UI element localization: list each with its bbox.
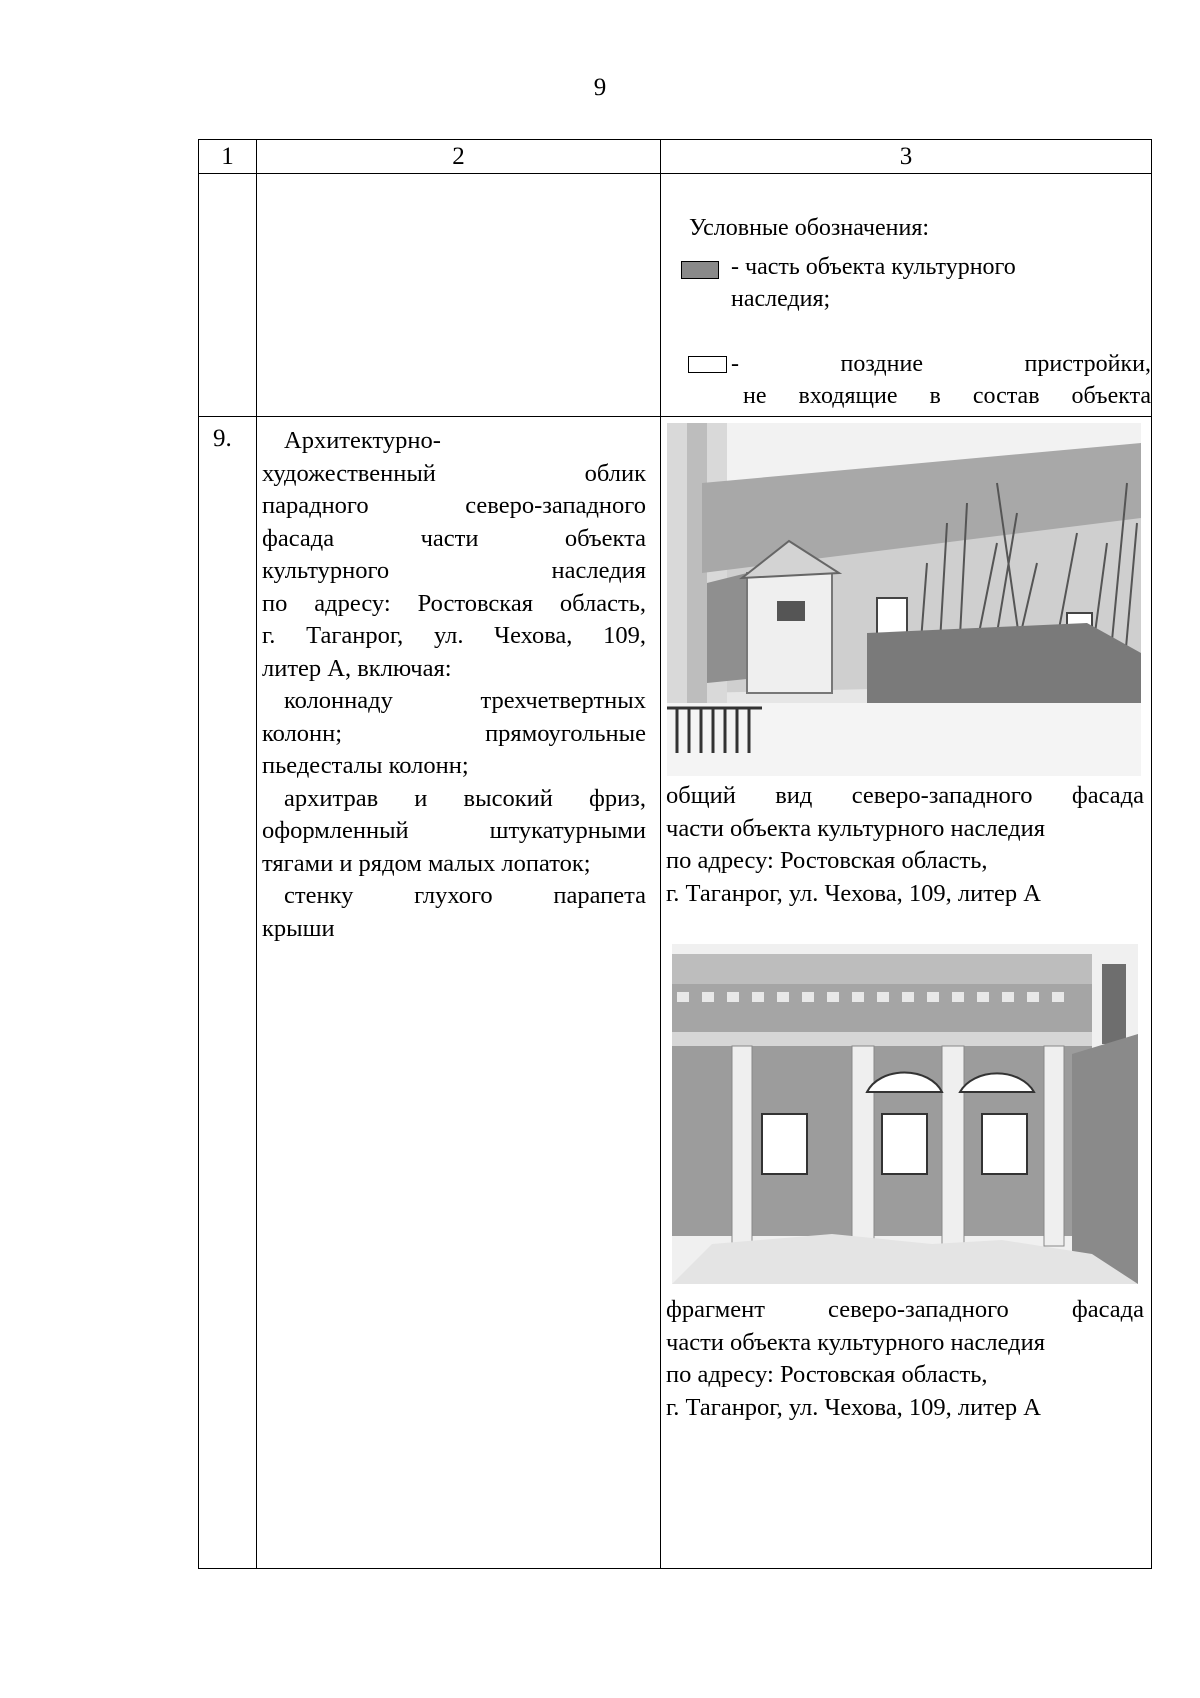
legend-title: Условные обозначения: — [689, 215, 930, 241]
description-line: колоннаду трехчетвертных — [284, 687, 646, 714]
description-line: крыши — [262, 914, 335, 942]
facade-fragment-photo — [672, 944, 1138, 1284]
legend-empty-col-1 — [199, 174, 257, 417]
legend-cell — [661, 174, 1152, 417]
legend-row — [199, 174, 1152, 417]
description-line: оформленный штукатурными — [262, 817, 646, 844]
row-description — [257, 417, 661, 1569]
table-row — [199, 417, 1152, 1569]
caption-line: г. Таганрог, ул. Чехова, 109, литер А — [666, 879, 1041, 907]
page-number: 9 — [593, 74, 607, 101]
photos-cell — [661, 417, 1152, 1569]
header-col-1: 1 — [199, 140, 257, 174]
caption-line: общий вид северо-западного фасада — [666, 782, 1144, 809]
legend-empty-col-2 — [257, 174, 661, 417]
description-line: колонн; прямоугольные — [262, 719, 646, 747]
description-line: художественный облик — [262, 459, 646, 487]
caption-line: по адресу: Ростовская область, — [666, 1361, 988, 1388]
caption-line: фрагмент северо-западного фасада — [666, 1296, 1144, 1323]
header-col-2: 2 — [257, 140, 661, 174]
header-col-3: 3 — [661, 140, 1152, 174]
description-line: литер А, включая: — [262, 654, 452, 682]
row-number: 9. — [199, 417, 257, 1569]
legend-item-additions-line1: - поздние пристройки, — [731, 351, 1151, 377]
caption-line: части объекта культурного наследия — [666, 1328, 1045, 1356]
overview-photo-caption — [666, 780, 1144, 910]
legend-item-additions-line2: не входящие в состав объекта — [743, 383, 1151, 409]
header-row — [199, 140, 1152, 174]
later-additions-swatch-icon — [688, 356, 727, 373]
description-line: по адресу: Ростовская область, — [262, 589, 646, 617]
description-line: тягами и рядом малых лопаток; — [262, 849, 591, 877]
heritage-table — [198, 139, 1152, 1569]
caption-line: части объекта культурного наследия — [666, 814, 1045, 842]
caption-line: по адресу: Ростовская область, — [666, 847, 988, 874]
description-line: г. Таганрог, ул. Чехова, 109, — [262, 622, 646, 649]
description-line: архитрав и высокий фриз, — [284, 784, 646, 812]
fragment-photo-caption — [666, 1294, 1144, 1424]
description-line: Архитектурно- — [284, 427, 441, 454]
description-line: фасада части объекта — [262, 524, 646, 552]
description-line: пьедесталы колонн; — [262, 752, 469, 779]
heritage-part-swatch-icon — [681, 261, 719, 279]
description-line: стенку глухого парапета — [284, 882, 646, 909]
description-line: культурного наследия — [262, 557, 646, 584]
caption-line: г. Таганрог, ул. Чехова, 109, литер А — [666, 1393, 1041, 1421]
legend-item-heritage-line1: - часть объекта культурного — [731, 254, 1016, 280]
legend-item-heritage-line2: наследия; — [731, 286, 831, 312]
description-line: парадного северо-западного — [262, 492, 646, 519]
facade-overview-photo — [667, 423, 1141, 776]
